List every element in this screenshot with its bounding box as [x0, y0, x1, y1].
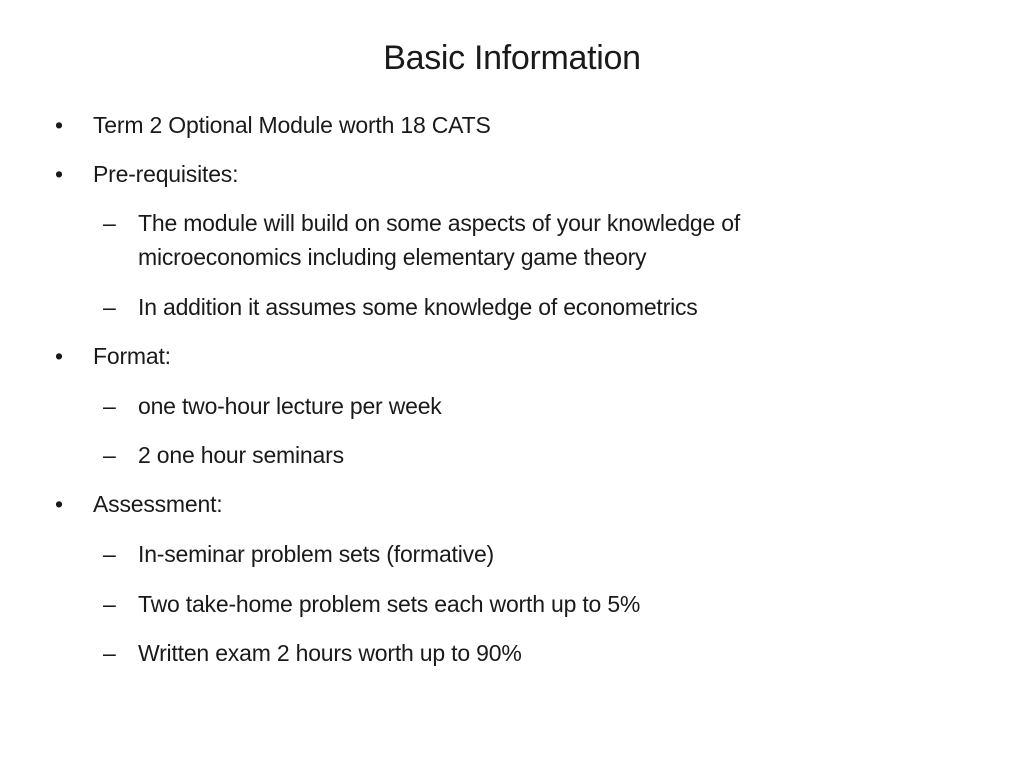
bullet-marker: • — [55, 161, 64, 187]
sub-bullet-marker: – — [103, 393, 116, 419]
sub-bullet-marker: – — [103, 210, 116, 236]
slide-title: Basic Information — [383, 39, 641, 77]
sub-bullet-prereq-line1: The module will build on some aspects of your knowledge of — [138, 210, 741, 236]
bullet-assessment: Assessment: — [93, 491, 223, 517]
sub-bullet-lecture: one two-hour lecture per week — [138, 393, 442, 419]
bullet-module: Term 2 Optional Module worth 18 CATS — [93, 112, 491, 138]
sub-bullet-marker: – — [103, 442, 116, 468]
sub-bullet-econometrics: In addition it assumes some knowledge of econometrics — [138, 294, 698, 320]
sub-bullet-prereq-line2: microeconomics including elementary game theory — [138, 244, 647, 270]
sub-bullet-problem-sets: Two take-home problem sets each worth up to 5% — [138, 591, 641, 617]
sub-bullet-marker: – — [103, 591, 116, 617]
sub-bullet-marker: – — [103, 541, 116, 567]
sub-bullet-formative: In-seminar problem sets (formative) — [138, 541, 494, 567]
bullet-marker: • — [55, 491, 64, 517]
bullet-marker: • — [55, 343, 64, 369]
bullet-marker: • — [55, 112, 64, 138]
sub-bullet-marker: – — [103, 640, 116, 666]
sub-bullet-written-exam: Written exam 2 hours worth up to 90% — [138, 640, 522, 666]
bullet-format: Format: — [93, 343, 171, 369]
bullet-prerequisites: Pre-requisites: — [93, 161, 239, 187]
sub-bullet-marker: – — [103, 294, 116, 320]
sub-bullet-seminars: 2 one hour seminars — [138, 442, 344, 468]
